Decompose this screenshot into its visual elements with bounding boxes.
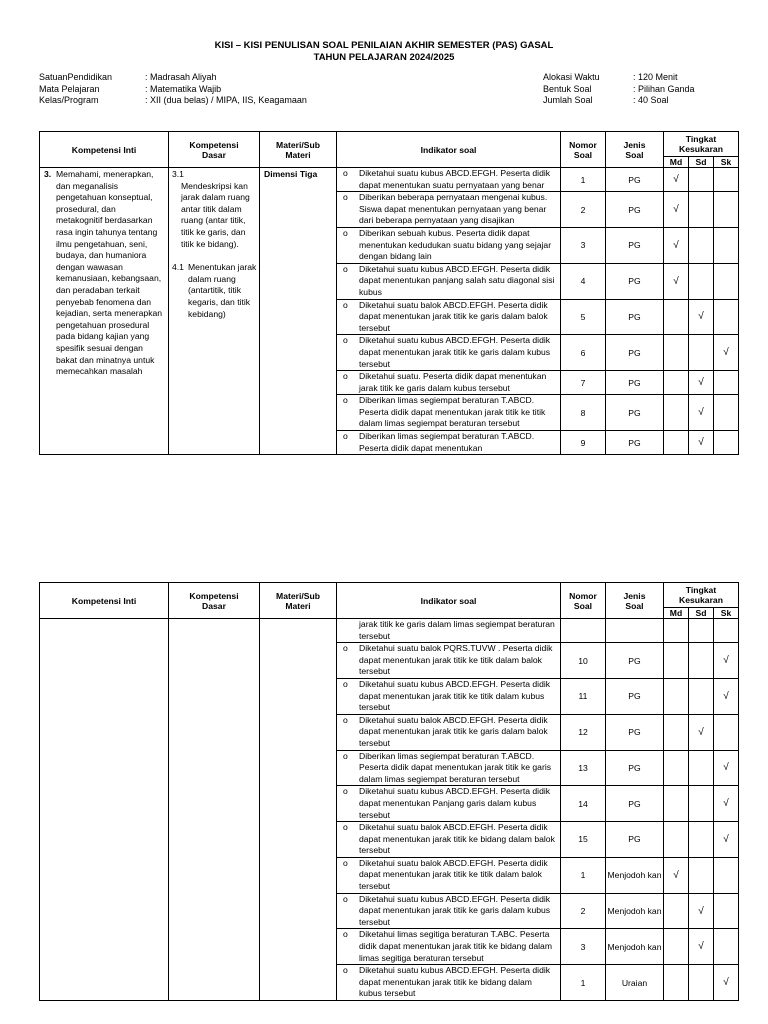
jenis-soal: PG xyxy=(606,714,664,750)
check-md xyxy=(664,786,689,822)
check-icon: √ xyxy=(698,905,704,917)
check-sk xyxy=(714,395,739,431)
bullet-icon: o xyxy=(343,335,348,346)
kompetensi-inti-cell xyxy=(40,168,169,455)
check-icon: √ xyxy=(673,174,679,186)
nomor-soal: 14 xyxy=(561,786,606,822)
indikator-cell xyxy=(337,431,561,455)
indikator-item xyxy=(337,228,560,263)
check-icon: √ xyxy=(698,377,704,389)
kompetensi-dasar-cell xyxy=(169,168,260,455)
header-materi: Materi/Sub Materi xyxy=(260,583,337,619)
indikator-item xyxy=(337,395,560,430)
table-row xyxy=(40,168,739,192)
check-sk xyxy=(714,714,739,750)
bullet-icon: o xyxy=(343,678,348,689)
empty-cell xyxy=(664,619,689,643)
indikator-item xyxy=(337,619,560,642)
indikator-text: Diketahui suatu balok ABCD.EFGH. Peserta didik dapat menentukan jarak titik ke titik dalam balok tersebut xyxy=(359,857,548,892)
nomor-soal: 1 xyxy=(561,857,606,893)
check-sd xyxy=(689,929,714,965)
check-md xyxy=(664,192,689,228)
check-icon: √ xyxy=(698,941,704,953)
bullet-icon: o xyxy=(343,857,348,868)
indikator-text: jarak titik ke garis dalam limas segiempat beraturan tersebut xyxy=(359,619,555,641)
check-sk xyxy=(714,335,739,371)
check-md xyxy=(664,431,689,455)
check-sk xyxy=(714,192,739,228)
check-md xyxy=(664,965,689,1001)
jenis-soal: PG xyxy=(606,678,664,714)
jenis-soal: PG xyxy=(606,263,664,299)
kompetensi-dasar-cell xyxy=(169,619,260,1001)
header-materi: Materi/Sub Materi xyxy=(260,132,337,168)
check-icon: √ xyxy=(673,869,679,881)
info-value: : Matematika Wajib xyxy=(145,83,222,94)
indikator-cell xyxy=(337,714,561,750)
check-sk xyxy=(714,678,739,714)
bullet-icon: o xyxy=(343,893,348,904)
nomor-soal: 15 xyxy=(561,822,606,858)
indikator-text: Diberikan limas segiempat beraturan T.ABCD. Peserta didik dapat menentukan jarak titik ke garis dalam limas segiempat beraturan tersebut xyxy=(359,750,552,784)
nomor-soal: 12 xyxy=(561,714,606,750)
indikator-cell xyxy=(337,893,561,929)
indikator-cell xyxy=(337,192,561,228)
indikator-text: Diberikan limas segiempat beraturan T.ABCD. Peserta didik dapat menentukan xyxy=(359,431,535,453)
indikator-item xyxy=(337,715,560,750)
indikator-item xyxy=(337,192,560,227)
info-label: Mata Pelajaran xyxy=(39,83,100,94)
jenis-soal: PG xyxy=(606,750,664,786)
indikator-item xyxy=(337,300,560,335)
indikator-cell xyxy=(337,619,561,643)
header-indikator: Indikator soal xyxy=(337,583,561,619)
indikator-text: Diketahui suatu kubus ABCD.EFGH. Peserta didik dapat menentukan Panjang garis dalam kubus tersebut xyxy=(359,786,551,820)
check-icon: √ xyxy=(673,275,679,287)
check-sk xyxy=(714,227,739,263)
header-indikator: Indikator soal xyxy=(337,132,561,168)
check-icon: √ xyxy=(698,726,704,738)
nomor-soal: 1 xyxy=(561,168,606,192)
check-sk xyxy=(714,168,739,192)
indikator-cell xyxy=(337,643,561,679)
indikator-cell xyxy=(337,965,561,1001)
materi-cell xyxy=(260,619,337,1001)
materi-text: Dimensi Tiga xyxy=(264,169,318,179)
indikator-item xyxy=(337,751,560,786)
indikator-item xyxy=(337,822,560,857)
jenis-soal: Menjodoh kan xyxy=(606,857,664,893)
indikator-item xyxy=(337,335,560,370)
jenis-soal: PG xyxy=(606,822,664,858)
empty-cell xyxy=(606,619,664,643)
indikator-text: Diketahui suatu kubus ABCD.EFGH. Peserta didik dapat menentukan jarak titik ke bidang dalam kubus tersebut xyxy=(359,965,551,999)
indikator-item xyxy=(337,431,560,454)
check-sk xyxy=(714,750,739,786)
header-jenis-soal: Jenis Soal xyxy=(606,132,664,168)
info-left xyxy=(39,72,307,107)
kompetensi-dasar xyxy=(169,168,259,320)
bullet-icon: o xyxy=(343,929,348,940)
jenis-soal: Uraian xyxy=(606,965,664,1001)
indikator-text: Diketahui suatu kubus ABCD.EFGH. Peserta didik dapat menentukan jarak titik ke garis dalam kubus tersebut xyxy=(359,893,551,927)
indikator-cell xyxy=(337,299,561,335)
kd-text: Menentukan jarak dalam ruang (antartitik, titik kegaris, dan titik kebidang) xyxy=(188,262,257,319)
jenis-soal: Menjodoh kan xyxy=(606,929,664,965)
bullet-icon: o xyxy=(343,750,348,761)
bullet-icon: o xyxy=(343,822,348,833)
check-sk xyxy=(714,643,739,679)
info-value: : Madrasah Aliyah xyxy=(145,72,217,82)
document-title xyxy=(0,40,768,64)
check-md xyxy=(664,893,689,929)
header-tingkat-kesukaran: Tingkat Kesukaran xyxy=(664,583,739,608)
bullet-icon: o xyxy=(343,395,348,406)
empty-cell xyxy=(561,619,606,643)
check-sd xyxy=(689,431,714,455)
check-sk xyxy=(714,431,739,455)
check-sd xyxy=(689,678,714,714)
header-md: Md xyxy=(664,157,689,168)
check-md xyxy=(664,168,689,192)
table-row xyxy=(40,619,739,643)
nomor-soal: 5 xyxy=(561,299,606,335)
check-md xyxy=(664,299,689,335)
header-kompetensi-dasar: Kompetensi Dasar xyxy=(169,132,260,168)
check-sd xyxy=(689,263,714,299)
indikator-item xyxy=(337,679,560,714)
header-tingkat-kesukaran: Tingkat Kesukaran xyxy=(664,132,739,157)
check-md xyxy=(664,371,689,395)
indikator-cell xyxy=(337,263,561,299)
title-line-1: KISI – KISI PENULISAN SOAL PENILAIAN AKHIR SEMESTER (PAS) GASAL xyxy=(214,40,554,51)
header-sk: Sk xyxy=(714,608,739,619)
jenis-soal: PG xyxy=(606,371,664,395)
kisi-table-page-2 xyxy=(39,582,739,1001)
empty-cell xyxy=(714,619,739,643)
check-sk xyxy=(714,299,739,335)
check-md xyxy=(664,643,689,679)
kd-item xyxy=(172,262,257,320)
indikator-text: Diberikan limas segiempat beraturan T.ABCD. Peserta didik dapat menentukan jarak titik ke titik dalam limas segiempat beraturan tersebut xyxy=(359,395,546,429)
kompetensi-inti-cell xyxy=(40,619,169,1001)
nomor-soal: 3 xyxy=(561,929,606,965)
header-sd: Sd xyxy=(689,157,714,168)
check-md xyxy=(664,929,689,965)
check-sd xyxy=(689,857,714,893)
jenis-soal: PG xyxy=(606,299,664,335)
info-value: : Pilihan Ganda xyxy=(633,83,695,94)
indikator-item xyxy=(337,371,560,394)
indikator-text: Diketahui suatu balok ABCD.EFGH. Peserta didik dapat menentukan jarak titik ke garis dalam balok tersebut xyxy=(359,299,548,333)
kd-text: Mendeskripsi kan jarak dalam ruang antar titik dalam ruang (antar titik, titik ke garis, dan titik ke bidang). xyxy=(181,180,250,249)
indikator-cell xyxy=(337,786,561,822)
check-md xyxy=(664,335,689,371)
indikator-item xyxy=(337,786,560,821)
jenis-soal: PG xyxy=(606,168,664,192)
indikator-item xyxy=(337,965,560,1000)
bullet-icon: o xyxy=(343,299,348,310)
check-icon: √ xyxy=(723,690,729,702)
jenis-soal: PG xyxy=(606,395,664,431)
info-right xyxy=(543,72,695,107)
info-label: Bentuk Soal xyxy=(543,83,592,94)
nomor-soal: 11 xyxy=(561,678,606,714)
check-sk xyxy=(714,822,739,858)
nomor-soal: 6 xyxy=(561,335,606,371)
indikator-cell xyxy=(337,168,561,192)
indikator-text: Diketahui limas segitiga beraturan T.ABC. Peserta didik dapat menentukan jarak titik ke bidang dalam limas segitiga beraturan tersebut xyxy=(359,929,552,963)
nomor-soal: 7 xyxy=(561,371,606,395)
check-sd xyxy=(689,643,714,679)
check-sd xyxy=(689,893,714,929)
nomor-soal: 2 xyxy=(561,192,606,228)
indikator-cell xyxy=(337,371,561,395)
info-value: : XII (dua belas) / MIPA, IIS, Keagamaan xyxy=(145,95,307,106)
check-sd xyxy=(689,227,714,263)
nomor-soal: 2 xyxy=(561,893,606,929)
check-sk xyxy=(714,893,739,929)
indikator-text: Diketahui suatu kubus ABCD.EFGH. Peserta didik dapat menentukan suatu pernyataan yang benar xyxy=(359,168,551,190)
info-value: : 120 Menit xyxy=(633,72,678,82)
check-icon: √ xyxy=(723,798,729,810)
check-sd xyxy=(689,168,714,192)
indikator-cell xyxy=(337,227,561,263)
check-sd xyxy=(689,371,714,395)
materi-cell xyxy=(260,168,337,455)
indikator-item xyxy=(337,264,560,299)
header-kompetensi-dasar: Kompetensi Dasar xyxy=(169,583,260,619)
check-sk xyxy=(714,371,739,395)
empty-cell xyxy=(689,619,714,643)
check-icon: √ xyxy=(723,977,729,989)
indikator-text: Diketahui suatu kubus ABCD.EFGH. Peserta didik dapat menentukan jarak titik ke garis dalam kubus tersebut xyxy=(359,335,551,369)
check-sk xyxy=(714,857,739,893)
jenis-soal: PG xyxy=(606,643,664,679)
check-sd xyxy=(689,192,714,228)
header-kompetensi-inti: Kompetensi Inti xyxy=(40,583,169,619)
indikator-text: Diberikan sebuah kubus. Peserta didik dapat menentukan kedudukan suatu bidang yang sejajar dengan bidang lain xyxy=(359,227,552,262)
indikator-item xyxy=(337,643,560,678)
title-line-2: TAHUN PELAJARAN 2024/2025 xyxy=(313,52,455,63)
bullet-icon: o xyxy=(343,714,348,725)
header-sk: Sk xyxy=(714,157,739,168)
check-md xyxy=(664,822,689,858)
check-icon: √ xyxy=(723,762,729,774)
indikator-cell xyxy=(337,822,561,858)
check-sk xyxy=(714,786,739,822)
bullet-icon: o xyxy=(343,431,348,442)
check-icon: √ xyxy=(673,239,679,251)
indikator-cell xyxy=(337,750,561,786)
kd-item xyxy=(172,169,257,250)
nomor-soal: 8 xyxy=(561,395,606,431)
indikator-item xyxy=(337,929,560,964)
jenis-soal: PG xyxy=(606,335,664,371)
bullet-spacer xyxy=(343,619,359,642)
kisi-table-page-1 xyxy=(39,131,739,455)
bullet-icon: o xyxy=(343,965,348,976)
check-md xyxy=(664,750,689,786)
nomor-soal: 9 xyxy=(561,431,606,455)
check-sd xyxy=(689,335,714,371)
indikator-text: Diketahui suatu kubus ABCD.EFGH. Peserta didik dapat menentukan jarak titik ke titik dalam kubus tersebut xyxy=(359,678,551,713)
indikator-item xyxy=(337,168,560,191)
indikator-cell xyxy=(337,395,561,431)
ki-number: 3. xyxy=(44,169,52,179)
indikator-item xyxy=(337,858,560,893)
check-sk xyxy=(714,929,739,965)
bullet-icon: o xyxy=(343,168,348,178)
check-icon: √ xyxy=(698,437,704,449)
check-icon: √ xyxy=(698,311,704,323)
jenis-soal: Menjodoh kan xyxy=(606,893,664,929)
check-md xyxy=(664,714,689,750)
info-value: : 40 Soal xyxy=(633,95,669,106)
check-sd xyxy=(689,714,714,750)
bullet-icon: o xyxy=(343,263,348,274)
indikator-cell xyxy=(337,857,561,893)
indikator-cell xyxy=(337,929,561,965)
check-sd xyxy=(689,965,714,1001)
header-md: Md xyxy=(664,608,689,619)
check-icon: √ xyxy=(673,204,679,216)
nomor-soal: 1 xyxy=(561,965,606,1001)
header-nomor-soal: Nomor Soal xyxy=(561,583,606,619)
check-icon: √ xyxy=(723,655,729,667)
indikator-text: Diberikan beberapa pernyataan mengenai kubus. Siswa dapat menentukan pernyataan yang benar dari beberapa pernyataan yang disajikan xyxy=(359,192,548,226)
info-label: Alokasi Waktu xyxy=(543,72,600,82)
kd-number: 4.1 xyxy=(172,262,184,273)
jenis-soal: PG xyxy=(606,227,664,263)
check-md xyxy=(664,395,689,431)
bullet-icon: o xyxy=(343,786,348,797)
indikator-item xyxy=(337,894,560,929)
header-jenis-soal: Jenis Soal xyxy=(606,583,664,619)
bullet-icon: o xyxy=(343,192,348,203)
check-md xyxy=(664,227,689,263)
ki-text: Memahami, menerapkan, dan meganalisis pengetahuan konseptual, prosedural, dan metakognitif berdasarkan rasa ingin tahunya tentang ilmu pengetahuan, seni, budaya, dan humaniora dengan wawasan kemanusiaan, kebangsaan, dan peradaban terkait penyebab fenomena dan kejadian, serta menerapkan pengetahuan prosedural pada bidang kajian yang spesifik sesuai dengan bakat dan minatnya untuk memecahkan masalah xyxy=(56,169,163,377)
info-label: Kelas/Program xyxy=(39,95,99,106)
indikator-cell xyxy=(337,678,561,714)
check-icon: √ xyxy=(723,833,729,845)
indikator-text: Diketahui suatu balok PQRS.TUVW . Peserta didik dapat menentukan jarak titik ke titik dalam balok tersebut xyxy=(359,643,553,677)
jenis-soal: PG xyxy=(606,431,664,455)
check-md xyxy=(664,678,689,714)
check-sd xyxy=(689,395,714,431)
check-icon: √ xyxy=(698,407,704,419)
indikator-text: Diketahui suatu balok ABCD.EFGH. Peserta didik dapat menentukan jarak titik ke garis dalam balok tersebut xyxy=(359,714,548,748)
nomor-soal: 10 xyxy=(561,643,606,679)
header-nomor-soal: Nomor Soal xyxy=(561,132,606,168)
check-md xyxy=(664,263,689,299)
bullet-icon: o xyxy=(343,227,348,238)
nomor-soal: 4 xyxy=(561,263,606,299)
jenis-soal: PG xyxy=(606,786,664,822)
indikator-cell xyxy=(337,335,561,371)
kompetensi-inti xyxy=(40,168,168,378)
bullet-icon: o xyxy=(343,643,348,654)
bullet-icon: o xyxy=(343,371,348,382)
nomor-soal: 13 xyxy=(561,750,606,786)
jenis-soal: PG xyxy=(606,192,664,228)
header-sd: Sd xyxy=(689,608,714,619)
check-md xyxy=(664,857,689,893)
check-sk xyxy=(714,263,739,299)
indikator-text: Diketahui suatu balok ABCD.EFGH. Peserta didik dapat menentukan jarak titik ke bidang dalam balok tersebut xyxy=(359,822,555,856)
kd-number: 3.1 xyxy=(172,169,184,179)
check-sk xyxy=(714,965,739,1001)
info-label: Jumlah Soal xyxy=(543,95,593,106)
indikator-text: Diketahui suatu kubus ABCD.EFGH. Peserta didik dapat menentukan panjang salah satu diagonal sisi kubus xyxy=(359,263,555,297)
check-sd xyxy=(689,299,714,335)
header-kompetensi-inti: Kompetensi Inti xyxy=(40,132,169,168)
check-sd xyxy=(689,750,714,786)
indikator-text: Diketahui suatu. Peserta didik dapat menentukan jarak titik ke garis dalam kubus tersebut xyxy=(359,371,547,393)
info-label: SatuanPendidikan xyxy=(39,72,113,82)
check-sd xyxy=(689,786,714,822)
check-icon: √ xyxy=(723,347,729,359)
nomor-soal: 3 xyxy=(561,227,606,263)
check-sd xyxy=(689,822,714,858)
